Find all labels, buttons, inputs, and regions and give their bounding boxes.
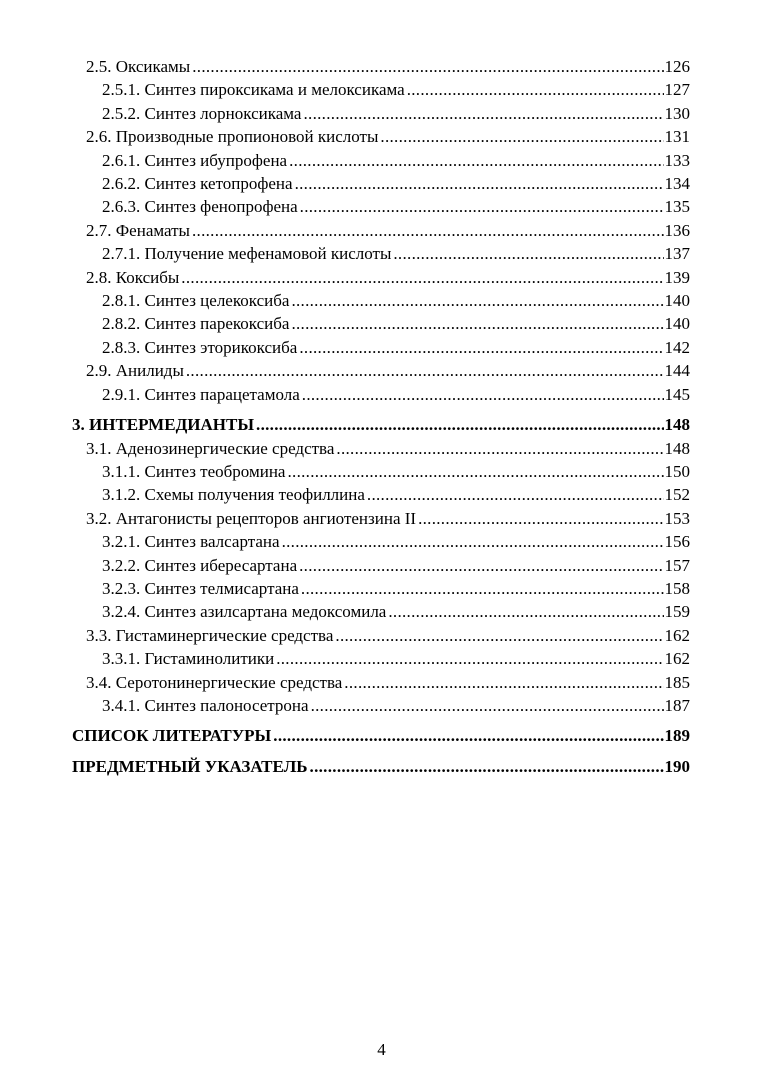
toc-entry-title: 3.2.1. Синтез валсартана [102, 532, 280, 552]
toc-leader-dots [407, 78, 664, 101]
toc-entry-page: 190 [664, 756, 690, 776]
toc-entry-title: 2.8.1. Синтез целекоксиба [102, 291, 290, 311]
toc-entry-page: 136 [664, 220, 690, 240]
toc-entry[interactable] [72, 266, 690, 289]
toc-entry[interactable] [72, 671, 690, 694]
toc-entry[interactable] [72, 554, 690, 577]
toc-entry-page: 152 [664, 485, 690, 505]
toc-entry[interactable] [72, 125, 690, 148]
toc-entry[interactable] [72, 460, 690, 483]
toc-entry-page: 142 [664, 337, 690, 357]
toc-entry-page: 144 [664, 361, 690, 381]
toc-entry[interactable] [72, 383, 690, 406]
toc-entry-page: 187 [664, 695, 690, 715]
toc-entry-title: 3.2.4. Синтез азилсартана медоксомила [102, 602, 387, 622]
toc-entry-title: 3.1.1. Синтез теобромина [102, 461, 286, 481]
toc-leader-dots [301, 577, 664, 600]
toc-entry-title: 3.3.1. Гистаминолитики [102, 649, 275, 669]
toc-entry[interactable] [72, 102, 690, 125]
toc-entry-title: 3.2. Антагонисты рецепторов ангиотензина II [86, 508, 417, 528]
toc-leader-dots [336, 437, 663, 460]
toc-entry[interactable] [72, 530, 690, 553]
toc-entry[interactable] [72, 55, 690, 78]
toc-entry-title: 2.5.2. Синтез лорноксикама [102, 103, 302, 123]
toc-entry[interactable] [72, 78, 690, 101]
toc-leader-dots [367, 483, 664, 506]
toc-entry-page: 185 [664, 672, 690, 692]
toc-entry-page: 127 [664, 80, 690, 100]
toc-leader-dots [276, 647, 663, 670]
toc-entry[interactable] [72, 647, 690, 670]
toc-entry[interactable] [72, 624, 690, 647]
toc-entry[interactable] [72, 172, 690, 195]
toc-entry-title: СПИСОК ЛИТЕРАТУРЫ [72, 726, 272, 746]
toc-leader-dots [289, 149, 663, 172]
toc-leader-dots [310, 755, 664, 778]
toc-entry-title: 2.7. Фенаматы [86, 220, 190, 240]
toc-leader-dots [311, 694, 664, 717]
toc-entry[interactable] [72, 724, 690, 747]
toc-entry[interactable] [72, 312, 690, 335]
toc-entry-title: 3.2.3. Синтез телмисартана [102, 578, 299, 598]
toc-leader-dots [300, 195, 664, 218]
toc-entry-page: 148 [664, 415, 690, 435]
toc-entry-page: 140 [664, 291, 690, 311]
toc-entry-page: 157 [664, 555, 690, 575]
toc-entry-title: 2.6. Производные пропионовой кислоты [86, 127, 379, 147]
toc-entry-page: 148 [664, 438, 690, 458]
toc-leader-dots [299, 336, 663, 359]
toc-entry-title: 2.6.3. Синтез фенопрофена [102, 197, 298, 217]
table-of-contents [72, 55, 690, 778]
toc-entry-title: 3.1.2. Схемы получения теофиллина [102, 485, 365, 505]
toc-entry[interactable] [72, 413, 690, 436]
toc-entry[interactable] [72, 149, 690, 172]
toc-leader-dots [291, 289, 663, 312]
toc-leader-dots [393, 242, 663, 265]
toc-entry[interactable] [72, 483, 690, 506]
toc-entry-page: 145 [664, 384, 690, 404]
toc-entry-page: 126 [664, 57, 690, 76]
toc-entry-page: 153 [664, 508, 690, 528]
toc-entry-title: 2.6.2. Синтез кетопрофена [102, 174, 293, 194]
toc-entry-page: 133 [664, 150, 690, 170]
toc-entry-page: 189 [664, 726, 690, 746]
toc-leader-dots [344, 671, 663, 694]
toc-entry[interactable] [72, 600, 690, 623]
toc-leader-dots [303, 102, 663, 125]
toc-entry-title: 3.4. Серотонинергические средства [86, 672, 343, 692]
toc-leader-dots [299, 554, 663, 577]
toc-leader-dots [295, 172, 664, 195]
toc-entry-title: 3.1. Аденозинергические средства [86, 438, 335, 458]
toc-leader-dots [418, 507, 663, 530]
toc-entry-page: 140 [664, 314, 690, 334]
toc-entry[interactable] [72, 507, 690, 530]
toc-leader-dots [291, 312, 663, 335]
toc-entry[interactable] [72, 437, 690, 460]
toc-entry-page: 131 [664, 127, 690, 147]
toc-entry-page: 150 [664, 461, 690, 481]
toc-entry-title: 2.6.1. Синтез ибупрофена [102, 150, 288, 170]
toc-entry-title: 3.3. Гистаминергические средства [86, 625, 334, 645]
toc-entry-title: 2.8. Коксибы [86, 267, 180, 287]
toc-entry[interactable] [72, 242, 690, 265]
toc-entry-page: 162 [664, 625, 690, 645]
toc-entry-page: 156 [664, 532, 690, 552]
toc-entry-page: 159 [664, 602, 690, 622]
toc-leader-dots [273, 724, 663, 747]
toc-leader-dots [256, 413, 663, 436]
toc-leader-dots [192, 55, 663, 78]
toc-entry-page: 130 [664, 103, 690, 123]
toc-entry-page: 162 [664, 649, 690, 669]
toc-leader-dots [181, 266, 663, 289]
toc-leader-dots [282, 530, 664, 553]
toc-entry-title: 2.9. Анилиды [86, 361, 184, 381]
toc-leader-dots [302, 383, 664, 406]
toc-leader-dots [388, 600, 663, 623]
toc-entry[interactable] [72, 694, 690, 717]
toc-entry[interactable] [72, 336, 690, 359]
toc-entry-title: 2.9.1. Синтез парацетамола [102, 384, 300, 404]
toc-entry[interactable] [72, 219, 690, 242]
toc-entry[interactable] [72, 195, 690, 218]
toc-entry[interactable] [72, 755, 690, 778]
toc-entry-page: 135 [664, 197, 690, 217]
toc-entry-page: 137 [664, 244, 690, 264]
toc-entry-title: ПРЕДМЕТНЫЙ УКАЗАТЕЛЬ [72, 756, 308, 776]
toc-leader-dots [192, 219, 664, 242]
toc-entry-page: 158 [664, 578, 690, 598]
toc-entry-title: 3. ИНТЕРМЕДИАНТЫ [72, 415, 255, 435]
toc-entry-title: 2.8.3. Синтез эторикоксиба [102, 337, 298, 357]
toc-entry[interactable] [72, 359, 690, 382]
toc-entry-title: 2.8.2. Синтез парекоксиба [102, 314, 290, 334]
toc-leader-dots [335, 624, 663, 647]
toc-entry-title: 2.5.1. Синтез пироксикама и мелоксикама [102, 80, 405, 100]
toc-leader-dots [380, 125, 663, 148]
toc-entry-title: 3.2.2. Синтез ибересартана [102, 555, 298, 575]
toc-leader-dots [186, 359, 664, 382]
toc-leader-dots [287, 460, 663, 483]
toc-entry-title: 2.5. Оксикамы [86, 57, 191, 76]
toc-entry-title: 3.4.1. Синтез палоносетрона [102, 695, 309, 715]
toc-entry[interactable] [72, 289, 690, 312]
toc-entry-page: 139 [664, 267, 690, 287]
toc-entry-title: 2.7.1. Получение мефенамовой кислоты [102, 244, 392, 264]
toc-entry-page: 134 [664, 174, 690, 194]
page-number: 4 [377, 1040, 386, 1059]
toc-entry[interactable] [72, 577, 690, 600]
